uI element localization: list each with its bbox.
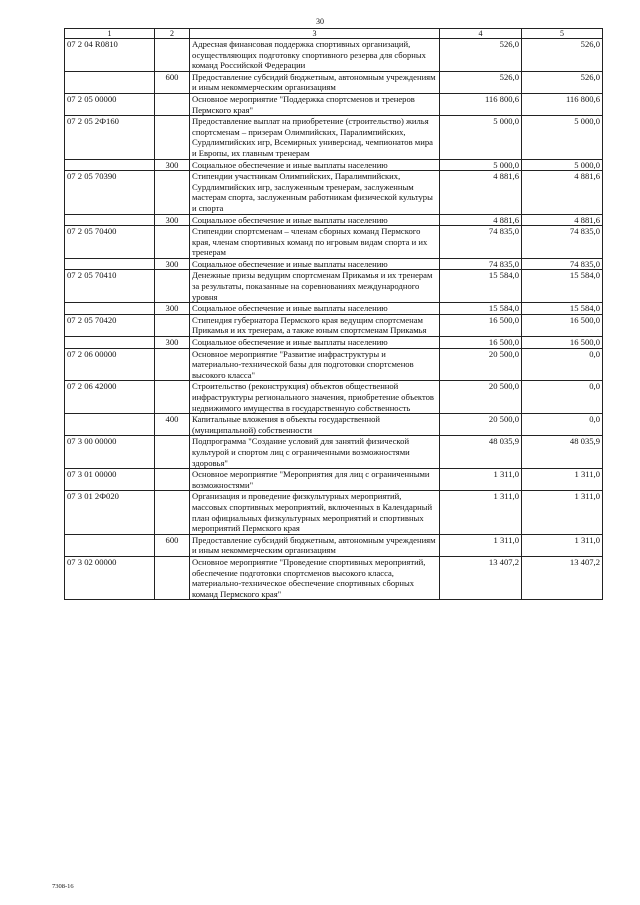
cell-name: Строительство (реконструкция) объектов общественной инфраструктуры регионального значения, приобретение объектов недвижимого имущества в государственную собственность xyxy=(190,381,440,414)
cell-value-year-2: 13 407,2 xyxy=(522,556,603,599)
cell-name: Основное мероприятие "Проведение спортивных мероприятий, обеспечение подготовки спортсменов высокого класса, материально-техническое обеспечение спортивных сборных команд Пермского края" xyxy=(190,556,440,599)
cell-code: 07 2 06 00000 xyxy=(65,348,155,381)
cell-value-year-2: 116 800,6 xyxy=(522,93,603,115)
cell-name: Стипендии участникам Олимпийских, Паралимпийских, Сурдлимпийских игр, заслуженным тренерам, заслуженным мастерам спорта, заслуженным работникам физической культуры и спорта xyxy=(190,171,440,214)
cell-value-year-2: 16 500,0 xyxy=(522,314,603,336)
table-row xyxy=(65,258,603,270)
table-row xyxy=(65,314,603,336)
cell-code xyxy=(65,159,155,171)
cell-code: 07 3 01 2Ф020 xyxy=(65,491,155,534)
cell-value-year-1: 4 881,6 xyxy=(440,171,522,214)
cell-value-year-1: 116 800,6 xyxy=(440,93,522,115)
cell-value-year-1: 1 311,0 xyxy=(440,534,522,556)
cell-expense-type: 300 xyxy=(155,159,190,171)
cell-name: Капитальные вложения в объекты государственной (муниципальной) собственности xyxy=(190,414,440,436)
column-header: 1 xyxy=(65,29,155,39)
cell-expense-type xyxy=(155,116,190,159)
cell-value-year-1: 1 311,0 xyxy=(440,491,522,534)
cell-name: Предоставление субсидий бюджетным, автономным учреждениям и иным некоммерческим организациям xyxy=(190,71,440,93)
table-row xyxy=(65,270,603,303)
cell-code xyxy=(65,414,155,436)
cell-name: Организация и проведение физкультурных мероприятий, массовых спортивных мероприятий, включенных в Календарный план официальных физкультурных мероприятий и спортивных мероприятий Пермского края xyxy=(190,491,440,534)
cell-expense-type xyxy=(155,491,190,534)
cell-expense-type: 600 xyxy=(155,534,190,556)
cell-value-year-2: 74 835,0 xyxy=(522,226,603,259)
cell-expense-type xyxy=(155,381,190,414)
cell-name: Стипендии спортсменам – членам сборных команд Пермского края, членам спортивных команд по игровым видам спорта и их тренерам xyxy=(190,226,440,259)
table-row xyxy=(65,556,603,599)
cell-name: Подпрограмма "Создание условий для занятий физической культурой и спортом лиц с ограниченными возможностями здоровья" xyxy=(190,436,440,469)
column-header: 4 xyxy=(440,29,522,39)
cell-expense-type xyxy=(155,436,190,469)
cell-value-year-1: 526,0 xyxy=(440,71,522,93)
cell-value-year-2: 0,0 xyxy=(522,348,603,381)
footer-code: 7308-16 xyxy=(52,883,74,890)
cell-value-year-1: 526,0 xyxy=(440,39,522,72)
cell-name: Социальное обеспечение и иные выплаты населению xyxy=(190,258,440,270)
table-row xyxy=(65,534,603,556)
cell-expense-type: 600 xyxy=(155,71,190,93)
table-row xyxy=(65,414,603,436)
cell-expense-type: 300 xyxy=(155,258,190,270)
cell-value-year-1: 15 584,0 xyxy=(440,303,522,315)
header-row xyxy=(65,29,603,39)
cell-value-year-2: 1 311,0 xyxy=(522,469,603,491)
table-row xyxy=(65,381,603,414)
cell-value-year-1: 5 000,0 xyxy=(440,116,522,159)
cell-name: Предоставление выплат на приобретение (строительство) жилья спортсменам – призерам Олимпийских, Паралимпийских, Сурдлимпийских игр, Всемирных универсиад, чемпионатов мира и Европы, их главным тренерам xyxy=(190,116,440,159)
cell-code: 07 2 06 42000 xyxy=(65,381,155,414)
cell-code: 07 3 02 00000 xyxy=(65,556,155,599)
cell-code: 07 2 05 70420 xyxy=(65,314,155,336)
cell-expense-type: 400 xyxy=(155,414,190,436)
cell-code: 07 2 05 70400 xyxy=(65,226,155,259)
cell-value-year-1: 20 500,0 xyxy=(440,414,522,436)
cell-value-year-2: 5 000,0 xyxy=(522,159,603,171)
cell-value-year-1: 16 500,0 xyxy=(440,337,522,349)
cell-value-year-1: 48 035,9 xyxy=(440,436,522,469)
column-header: 3 xyxy=(190,29,440,39)
cell-expense-type xyxy=(155,469,190,491)
table-row xyxy=(65,93,603,115)
cell-code xyxy=(65,214,155,226)
cell-expense-type: 300 xyxy=(155,303,190,315)
column-header: 5 xyxy=(522,29,603,39)
cell-value-year-2: 1 311,0 xyxy=(522,491,603,534)
budget-table xyxy=(64,28,603,600)
table-row xyxy=(65,348,603,381)
cell-value-year-1: 5 000,0 xyxy=(440,159,522,171)
cell-value-year-2: 0,0 xyxy=(522,381,603,414)
cell-name: Денежные призы ведущим спортсменам Прикамья и их тренерам за результаты, показанные на соревнованиях международного уровня xyxy=(190,270,440,303)
cell-code: 07 2 04 R0810 xyxy=(65,39,155,72)
cell-expense-type xyxy=(155,226,190,259)
cell-value-year-1: 1 311,0 xyxy=(440,469,522,491)
page-number: 30 xyxy=(316,17,324,26)
cell-value-year-1: 16 500,0 xyxy=(440,314,522,336)
cell-name: Социальное обеспечение и иные выплаты населению xyxy=(190,337,440,349)
cell-code: 07 2 05 70390 xyxy=(65,171,155,214)
cell-value-year-1: 20 500,0 xyxy=(440,348,522,381)
cell-expense-type xyxy=(155,39,190,72)
table-row xyxy=(65,337,603,349)
table-row xyxy=(65,116,603,159)
table-row xyxy=(65,71,603,93)
cell-value-year-2: 5 000,0 xyxy=(522,116,603,159)
cell-value-year-1: 74 835,0 xyxy=(440,258,522,270)
cell-name: Социальное обеспечение и иные выплаты населению xyxy=(190,214,440,226)
cell-name: Социальное обеспечение и иные выплаты населению xyxy=(190,159,440,171)
cell-expense-type xyxy=(155,270,190,303)
table-row xyxy=(65,226,603,259)
cell-expense-type: 300 xyxy=(155,214,190,226)
cell-value-year-1: 15 584,0 xyxy=(440,270,522,303)
cell-value-year-2: 16 500,0 xyxy=(522,337,603,349)
cell-name: Стипендия губернатора Пермского края ведущим спортсменам Прикамья и их тренерам, а также юным спортсменам Прикамья xyxy=(190,314,440,336)
cell-code xyxy=(65,71,155,93)
table-row xyxy=(65,491,603,534)
cell-expense-type: 300 xyxy=(155,337,190,349)
cell-name: Адресная финансовая поддержка спортивных организаций, осуществляющих подготовку спортивного резерва для сборных команд Российской Федерации xyxy=(190,39,440,72)
table-row xyxy=(65,436,603,469)
cell-expense-type xyxy=(155,314,190,336)
cell-value-year-2: 4 881,6 xyxy=(522,171,603,214)
cell-code: 07 3 00 00000 xyxy=(65,436,155,469)
cell-value-year-2: 48 035,9 xyxy=(522,436,603,469)
table-row xyxy=(65,303,603,315)
cell-code: 07 2 05 70410 xyxy=(65,270,155,303)
cell-name: Основное мероприятие "Мероприятия для лиц с ограниченными возможностями" xyxy=(190,469,440,491)
cell-code: 07 2 05 00000 xyxy=(65,93,155,115)
cell-expense-type xyxy=(155,556,190,599)
cell-value-year-1: 20 500,0 xyxy=(440,381,522,414)
cell-value-year-2: 1 311,0 xyxy=(522,534,603,556)
cell-value-year-2: 4 881,6 xyxy=(522,214,603,226)
table-row xyxy=(65,159,603,171)
cell-value-year-2: 15 584,0 xyxy=(522,303,603,315)
cell-expense-type xyxy=(155,93,190,115)
table-row xyxy=(65,39,603,72)
column-header: 2 xyxy=(155,29,190,39)
table-row xyxy=(65,171,603,214)
cell-value-year-1: 4 881,6 xyxy=(440,214,522,226)
cell-name: Социальное обеспечение и иные выплаты населению xyxy=(190,303,440,315)
cell-code: 07 3 01 00000 xyxy=(65,469,155,491)
cell-code xyxy=(65,337,155,349)
cell-code xyxy=(65,534,155,556)
cell-value-year-2: 74 835,0 xyxy=(522,258,603,270)
cell-value-year-2: 0,0 xyxy=(522,414,603,436)
cell-code xyxy=(65,258,155,270)
cell-expense-type xyxy=(155,171,190,214)
cell-value-year-1: 13 407,2 xyxy=(440,556,522,599)
cell-name: Предоставление субсидий бюджетным, автономным учреждениям и иным некоммерческим организациям xyxy=(190,534,440,556)
cell-code: 07 2 05 2Ф160 xyxy=(65,116,155,159)
cell-name: Основное мероприятие "Развитие инфраструктуры и материально-технической базы для подготовки спортсменов высокого класса" xyxy=(190,348,440,381)
table-row xyxy=(65,469,603,491)
cell-expense-type xyxy=(155,348,190,381)
cell-value-year-2: 526,0 xyxy=(522,39,603,72)
cell-value-year-2: 15 584,0 xyxy=(522,270,603,303)
cell-name: Основное мероприятие "Поддержка спортсменов и тренеров Пермского края" xyxy=(190,93,440,115)
cell-value-year-1: 74 835,0 xyxy=(440,226,522,259)
cell-value-year-2: 526,0 xyxy=(522,71,603,93)
cell-code xyxy=(65,303,155,315)
table-row xyxy=(65,214,603,226)
